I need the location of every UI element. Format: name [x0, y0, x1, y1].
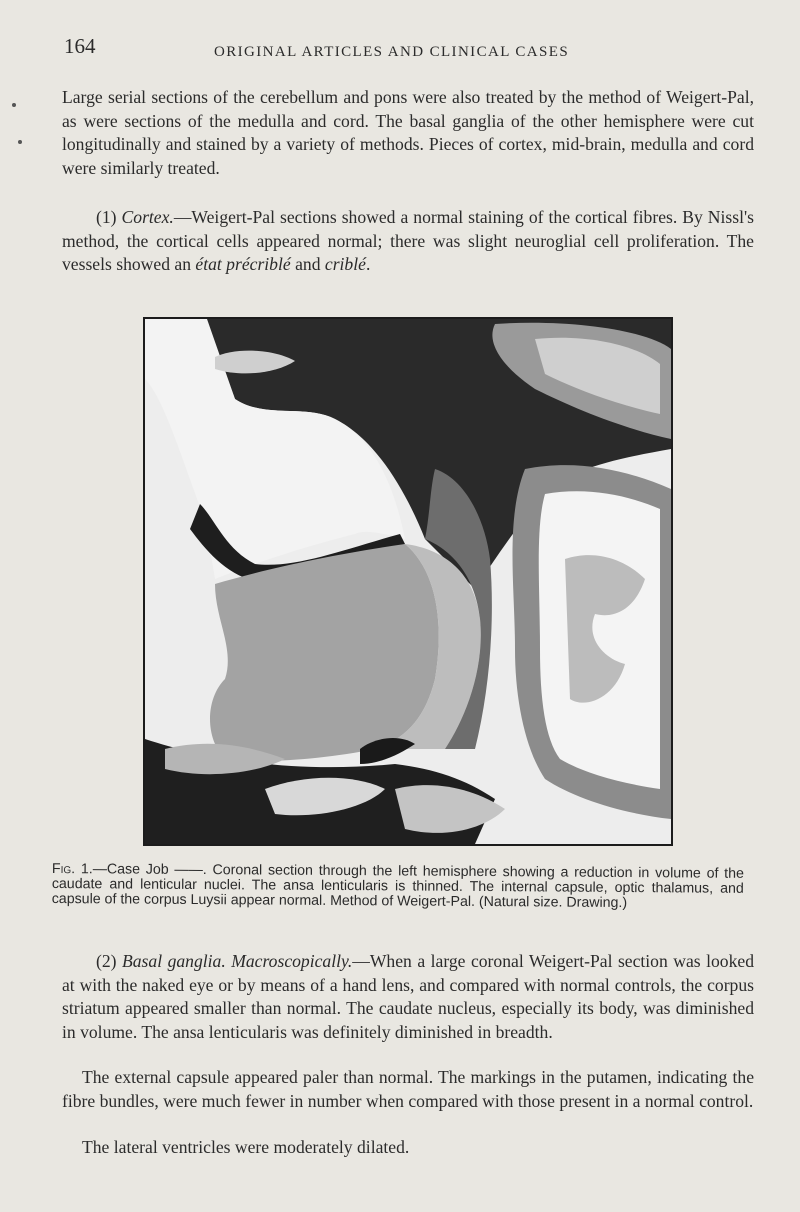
running-head [64, 34, 754, 64]
running-head-title: ORIGINAL ARTICLES AND CLINICAL CASES [214, 44, 570, 60]
page-number: 164 [64, 34, 96, 58]
figure-case: —Case Job ——. [92, 861, 207, 879]
figure-label: Fig. 1. [51, 861, 93, 878]
conjunction: and [290, 254, 325, 274]
section-number: (1) [96, 207, 122, 227]
paragraph-cortex [62, 206, 754, 277]
section-number: (2) [96, 951, 123, 971]
section-heading-basal-ganglia: Basal ganglia. Macroscopically. [122, 951, 353, 971]
paragraph-external-capsule: The external capsule appeared paler than normal. The markings in the putamen, indicating the fibre bundles, were much fewer in number when compared with those present in a normal control. [62, 1067, 754, 1111]
paragraph-basal-ganglia [62, 950, 754, 1044]
term-crible: criblé [324, 254, 366, 274]
section-heading-cortex: Cortex. [121, 207, 174, 227]
paragraph-methods: Large serial sections of the cerebellum and pons were also treated by the method of Weigert-Pal, as were sections of the medulla and cord. The basal ganglia of the other hemisphere were cut longitudinally and stained by a variety of methods. Pieces of cortex, mid-brain, medulla and cord were similarly treated. [62, 87, 754, 178]
margin-dot [18, 140, 22, 144]
paragraph-ventricles: The lateral ventricles were moderately dilated. [82, 1137, 410, 1157]
figure-brain-section [143, 317, 673, 846]
paragraph-text: —Weigert-Pal sections showed a normal staining of the cortical fibres. By Nissl's method, the cortical cells appeared normal; there was slight neuroglial cell proliferation. The vessels showed an [62, 207, 754, 274]
paragraph-text: —When a large coronal Weigert-Pal section was looked at with the naked eye or by means of a hand lens, and compared with normal controls, the corpus striatum appeared smaller than normal. The caudate nucleus, especially its body, was diminished in volume. The ansa lenticularis was definitely diminished in breadth. [62, 951, 754, 1042]
margin-dot [12, 103, 16, 107]
term-etat-precrible: état précriblé [195, 254, 291, 274]
period: . [365, 254, 371, 274]
figure-caption [52, 862, 744, 912]
brain-section-drawing [145, 319, 671, 844]
figure-caption-text: Coronal section through the left hemisphere showing a reduction in volume of the caudate and lenticular nuclei. The ansa lenticularis is thinned. The internal capsule, optic thalamus, and capsule of the corpus Luysii appear normal. Method of Weigert-Pal. (Natural size. Drawing.) [51, 862, 744, 912]
